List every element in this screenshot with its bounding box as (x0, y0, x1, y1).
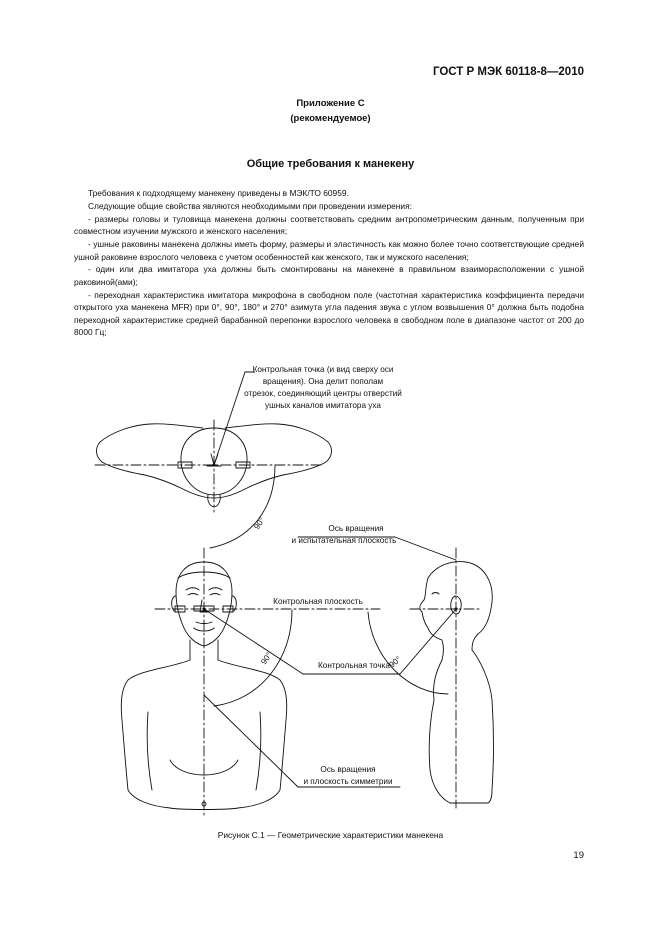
appendix-title: Приложение С (296, 98, 365, 109)
figure-caption: Рисунок С.1 — Геометрические характеристики манекена (217, 830, 444, 840)
section-title: Общие требования к манекену (246, 158, 415, 170)
paragraph: - один или два имитатора уха должны быть смонтированы на манекене в правильном взаиморасположении с ушной раковиной(ами); (74, 264, 584, 287)
reference-plane-label: Контрольная плоскость (273, 597, 363, 606)
appendix-subtitle: (рекомендуемое) (290, 113, 371, 124)
angle-label-top: 90° (252, 515, 267, 532)
control-point-label: Контрольная точка (318, 661, 390, 670)
control-point-note-line-3: отрезок, соединяющий центры отверстий (244, 389, 402, 398)
axis-test-plane-line-1: Ось вращения (328, 524, 384, 533)
control-point-note-line-2: вращения). Она делит пополам (262, 377, 384, 386)
page-number: 19 (573, 850, 584, 861)
axis-symmetry-line-2: и плоскость симметрии (303, 777, 393, 786)
control-point-note-line-4: ушных каналов имитатора уха (265, 401, 381, 410)
paragraph: Следующие общие свойства являются необходимыми при проведении измерения: (88, 200, 412, 211)
paragraph: - размеры головы и туловища манекена должны соответствовать средним антропометрическим данным, полученным при совместном изучении мужского и женского населения; (74, 213, 584, 237)
front-view-drawing (121, 562, 292, 810)
angle-label-side: 90° (387, 654, 403, 670)
angle-label-front: 90° (259, 650, 274, 667)
paragraph: Требования к подходящему манекену приведены в МЭК/ТО 60959. (88, 188, 349, 198)
axis-test-plane-line-2: и испытательная плоскость (291, 536, 397, 545)
paragraph: - переходная характеристика имитатора микрофона в свободном поле (частотная характеристика коэффициента передачи открытого уха манекена MFR) при 0°, 90°, 180° и 270° азимута угла падения звука с углом возвышения 0° должна быть подобна переходной характеристике средней барабанной перепонки взрослого человека в свободном поле в диапазоне частот от 200 до 8000 Гц; (74, 289, 584, 337)
control-point-note-line-1: Контрольная точка (и вид сверху оси (252, 365, 394, 374)
axis-symmetry-line-1: Ось вращения (320, 765, 376, 774)
side-view-drawing (368, 562, 494, 803)
paragraph: - ушные раковины манекена должны иметь форму, размеры и эластичность как можно более точно соответствующие средней ушной раковине взрослого человека с учетом особенностей как женского, так и мужского населения; (74, 239, 584, 262)
standard-header: ГОСТ Р МЭК 60118-8—2010 (432, 66, 584, 78)
